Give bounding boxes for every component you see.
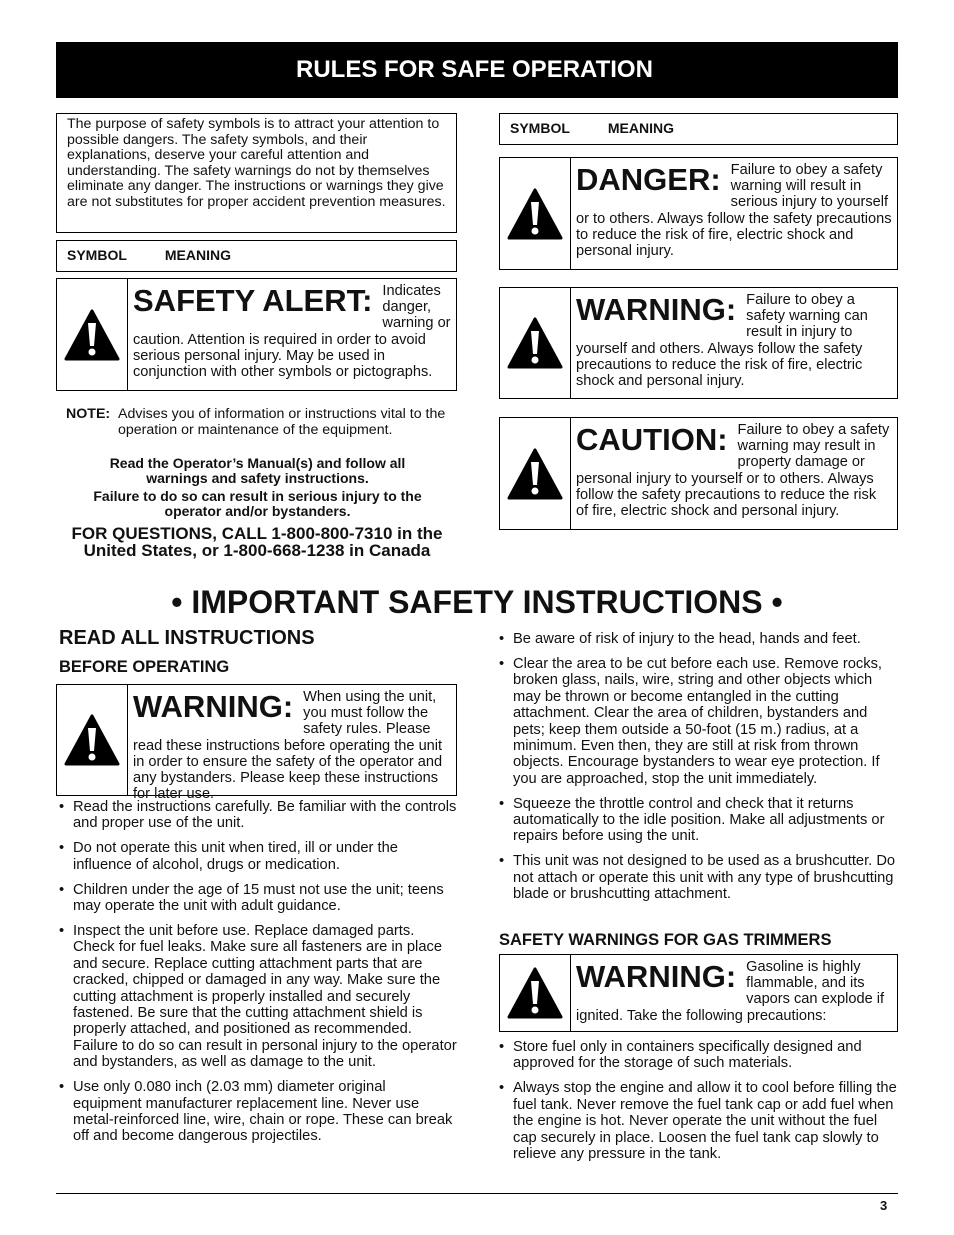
warning-gas-description: Gasoline is highly flammable, and its vapors can explode if ignited. Take the following precautions: [576,959,885,1024]
safety-alert-text [128,279,456,390]
caution-symbol-cell [500,418,571,529]
list-item: • Do not operate this unit when tired, ill or under the influence of alcohol, drugs or medication. [56,840,458,873]
section-header [56,42,898,98]
failure-notice: Failure to do so can result in serious injury to the operator and/or bystanders. [93,488,422,519]
note [66,406,456,439]
list-item: • Use only 0.080 inch (2.03 mm) diameter original equipment manufacturer replacement line. Never use metal-reinforced line, wire, chain or rope. These can break off and become dangerous projectiles. [56,1079,458,1145]
list-item: • This unit was not designed to be used as a brushcutter. Do not attach or operate this unit with any type of brushcutting blade or brushcutting attachment. [496,853,900,902]
alert-triangle-icon [64,714,120,766]
warning-before-box [56,684,457,803]
read-all-heading: READ ALL INSTRUCTIONS [59,627,315,649]
note-text: Advises you of information or instructions vital to the operation or maintenance of the equipment. [118,406,446,439]
safety-alert-description: Indicates danger, warning or caution. Attention is required in order to avoid serious personal injury. May be used in conjunction with other symbols or pictographs. [133,283,451,381]
warning-before-text [128,685,456,803]
warning-box [499,287,898,399]
warning-gas-symbol-cell [500,955,571,1031]
alert-triangle-icon [507,448,563,500]
warning-gas-text [571,955,897,1031]
warning-before-symbol-cell [57,685,128,795]
meaning-label: MEANING [607,120,675,136]
alert-triangle-icon [64,309,120,361]
list-item: • Always stop the engine and allow it to cool before filling the fuel tank. Never remove the fuel tank cap or add fuel when the engine is hot. Never operate the unit without the fuel cap securely in place. Loosen the fuel tank cap slowly to relieve any pressure in the tank. [496,1080,900,1162]
symbol-table-header-right [499,113,898,145]
list-item: • Inspect the unit before use. Replace damaged parts. Check for fuel leaks. Make sure all fasteners are in place and secure. Replace cutting attachment parts that are cracked, chipped or damaged in any way. Make sure the cutting attachment is properly installed and securely fastened. Be sure that the cutting attachment shield is properly attached, and positioned as recommended. Failure to do so can result in personal injury to the operator and bystanders, as well as damage to the unit. [56,923,458,1071]
phone-notice: FOR QUESTIONS, CALL 1-800-800-7310 in the United States, or 1-800-668-1238 in Canada [71,524,443,560]
alert-triangle-icon [507,967,563,1019]
symbol-label: SYMBOL [67,247,127,263]
footer-rule [56,1193,898,1194]
warning-text [571,288,897,398]
warning-gas-box [499,954,898,1032]
meaning-label: MEANING [164,247,232,263]
warning-symbol-cell [500,288,571,398]
list-item: • Clear the area to be cut before each use. Remove rocks, broken glass, nails, wire, string and other objects which may be thrown or become entangled in the cutting attachment. Clear the area of children, bystanders and pets; keep them outside a 50-foot (15 m.) radius, at a minimum. Even then, they are still at risk from thrown objects. Encourage bystanders to wear eye protection. If you are approached, stop the unit immediately. [496,656,900,787]
safety-alert-symbol-cell [57,279,128,390]
caution-description: Failure to obey a safety warning may result in property damage or personal injury to yourself or to others. Always follow the safety precautions to reduce the risk of fire, electric shock and personal injury. [576,422,890,520]
list-item: • Be aware of risk of injury to the head, hands and feet. [496,631,900,647]
danger-description: Failure to obey a safety warning will result in serious injury to yourself or to others. Always follow the safety precautions to reduce the risk of fire, electric shock and personal injury. [576,162,892,260]
section-title: RULES FOR SAFE OPERATION [296,56,653,83]
intro-text: The purpose of safety symbols is to attract your attention to possible dangers. The safety symbols, and their explanations, deserve your careful attention and understanding. The safety warnings do not by themselves eliminate any danger. The instructions or warnings they give are not substitutes for proper accident prevention measures. [67,116,446,210]
warning-gas-word: WARNING: [576,959,737,994]
right-bullet-list [496,631,900,911]
before-operating-heading: BEFORE OPERATING [59,658,230,676]
caution-box [499,417,898,530]
danger-word: DANGER: [576,162,721,197]
danger-symbol-cell [500,158,571,269]
page-number: 3 [880,1198,888,1213]
gas-bullet-list [496,1039,900,1171]
warning-word: WARNING: [576,292,737,327]
caution-text [571,418,897,529]
list-item: • Store fuel only in containers specifically designed and approved for the storage of such materials. [496,1039,900,1072]
warning-description: Failure to obey a safety warning can result in injury to yourself and others. Always follow the safety precautions to reduce the risk of fire, electric shock and personal injury. [576,292,868,390]
warning-before-word: WARNING: [133,689,294,724]
safety-alert-box [56,278,457,391]
warning-before-description: When using the unit, you must follow the safety rules. Please read these instructions before operating the unit in order to ensure the safety of the operator and any bystanders. Please keep these instructions for later use. [133,689,443,803]
alert-triangle-icon [507,188,563,240]
symbol-label: SYMBOL [510,120,570,136]
alert-triangle-icon [507,317,563,369]
gas-trimmers-heading: SAFETY WARNINGS FOR GAS TRIMMERS [499,931,832,949]
left-bullet-list [56,799,458,1153]
danger-box [499,157,898,270]
note-label: NOTE: [66,406,111,422]
read-manual-notice: Read the Operator’s Manual(s) and follow all warnings and safety instructions. [109,455,406,486]
list-item: • Children under the age of 15 must not use the unit; teens may operate the unit with adult guidance. [56,882,458,915]
main-title: • IMPORTANT SAFETY INSTRUCTIONS • [171,584,783,620]
danger-text [571,158,897,269]
caution-word: CAUTION: [576,422,728,457]
safety-alert-word: SAFETY ALERT: [133,283,373,318]
intro-box [56,113,457,233]
list-item: • Read the instructions carefully. Be familiar with the controls and proper use of the unit. [56,799,458,832]
symbol-table-header-left [56,240,457,272]
list-item: • Squeeze the throttle control and check that it returns automatically to the idle position. Make all adjustments or repairs before using the unit. [496,796,900,845]
